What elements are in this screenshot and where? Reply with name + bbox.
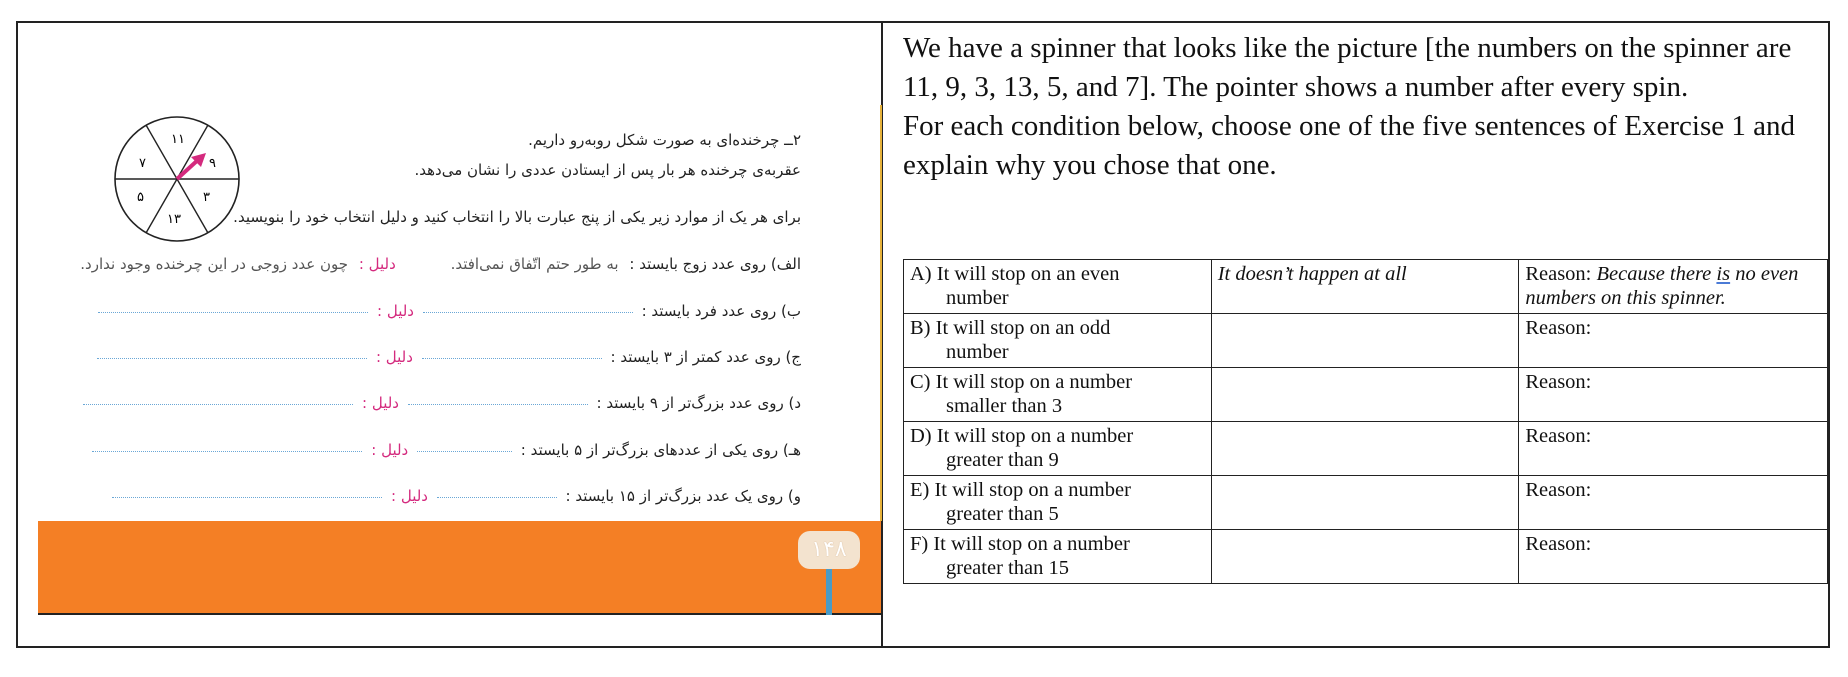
answer-cell: It doesn’t happen at all bbox=[1211, 260, 1519, 314]
textbook-page bbox=[18, 23, 881, 646]
reason-label: دلیل : bbox=[391, 487, 428, 505]
instructions-paragraph-2: For each condition below, choose one of the five sentences of Exercise 1 and explain why you chose that one. bbox=[903, 110, 1795, 181]
condition-text: B) It will stop on an odd bbox=[910, 317, 1111, 339]
reason-label: Reason: bbox=[1525, 479, 1592, 501]
answer-dotted-line bbox=[422, 357, 602, 359]
answer-cell[interactable] bbox=[1211, 476, 1519, 530]
answer-dotted-line bbox=[408, 403, 588, 405]
reason-cell[interactable] bbox=[1519, 422, 1828, 476]
condition-text-cont: number bbox=[946, 287, 1009, 309]
reason-label: دلیل : bbox=[371, 441, 409, 459]
condition-cell bbox=[904, 530, 1212, 584]
reason-text-part: no even numbers on this spinner. bbox=[1525, 263, 1799, 309]
item-row bbox=[94, 302, 801, 320]
condition-text-cont: greater than 5 bbox=[946, 503, 1059, 525]
reason-label: Reason: bbox=[1525, 263, 1592, 285]
answer-cell[interactable] bbox=[1211, 314, 1519, 368]
reason-label: دلیل : bbox=[362, 394, 399, 412]
reason-cell[interactable] bbox=[1519, 530, 1828, 584]
answer-dotted-line bbox=[423, 311, 633, 313]
item-prompt: هـ) روی یکی از عددهای بزرگ‌تر از ۵ بایستد : bbox=[520, 441, 801, 459]
instructions bbox=[903, 29, 1813, 185]
footer-band bbox=[38, 521, 881, 613]
item-row bbox=[93, 348, 801, 366]
reason-label: Reason: bbox=[1525, 425, 1592, 447]
condition-text: F) It will stop on a number bbox=[910, 533, 1130, 555]
item-a-prompt: الف) روی عدد زوج بایستد : bbox=[629, 255, 801, 273]
condition-cell bbox=[904, 368, 1212, 422]
conditions-table bbox=[903, 259, 1828, 584]
condition-text: A) It will stop on an even bbox=[910, 263, 1120, 285]
table-row bbox=[904, 476, 1828, 530]
page-number: ۱۴۸ bbox=[798, 531, 860, 569]
answer-cell[interactable] bbox=[1211, 422, 1519, 476]
reason-label: Reason: bbox=[1525, 317, 1592, 339]
answer-cell[interactable] bbox=[1211, 368, 1519, 422]
reason-text-part: Because there bbox=[1596, 263, 1717, 285]
item-row bbox=[108, 487, 801, 505]
condition-cell bbox=[904, 260, 1212, 314]
table-row bbox=[904, 422, 1828, 476]
answer-dotted-line bbox=[437, 496, 557, 498]
answer-cell[interactable] bbox=[1211, 530, 1519, 584]
reason-label: Reason: bbox=[1525, 371, 1592, 393]
condition-text: E) It will stop on a number bbox=[910, 479, 1131, 501]
condition-text: D) It will stop on a number bbox=[910, 425, 1134, 447]
condition-text-cont: greater than 15 bbox=[946, 557, 1069, 579]
exercise-line-3: برای هر یک از موارد زیر یکی از پنج عبارت بالا را انتخاب کنید و دلیل انتخاب خود را بنویسید. bbox=[233, 208, 801, 226]
table-row bbox=[904, 368, 1828, 422]
item-row bbox=[88, 441, 801, 459]
condition-cell bbox=[904, 314, 1212, 368]
spinner-number: ۷ bbox=[139, 156, 146, 171]
page-marker-stem bbox=[826, 569, 832, 615]
reason-label: Reason: bbox=[1525, 533, 1592, 555]
reason-dotted-line bbox=[83, 403, 353, 405]
reason-cell[interactable] bbox=[1519, 314, 1828, 368]
reason-dotted-line bbox=[98, 311, 368, 313]
footer-rule bbox=[38, 613, 881, 615]
instructions-paragraph-1: We have a spinner that looks like the picture [the numbers on the spinner are 11, 9, 3, 13, 5, and 7]. The pointer shows a number after every spin. bbox=[903, 32, 1792, 103]
item-a-answer: به طور حتم اتّفاق نمی‌افتد. bbox=[450, 255, 619, 273]
reason-cell bbox=[1519, 260, 1828, 314]
item-prompt: و) روی یک عدد بزرگ‌تر از ۱۵ بایستد : bbox=[565, 487, 801, 505]
page-edge bbox=[880, 105, 882, 521]
condition-text-cont: number bbox=[946, 341, 1009, 363]
condition-cell bbox=[904, 422, 1212, 476]
spinner-number: ۹ bbox=[209, 156, 216, 171]
item-a-reason-label: دلیل : bbox=[358, 255, 396, 273]
item-prompt: ج) روی عدد کمتر از ۳ بایستد : bbox=[610, 348, 801, 366]
condition-text: C) It will stop on a number bbox=[910, 371, 1133, 393]
condition-cell bbox=[904, 476, 1212, 530]
spinner-number: ۵ bbox=[137, 190, 144, 205]
spinner-number: ۳ bbox=[203, 190, 210, 205]
reason-dotted-line bbox=[97, 357, 367, 359]
reason-dotted-line bbox=[112, 496, 382, 498]
translation-panel bbox=[883, 23, 1828, 646]
item-row bbox=[79, 394, 801, 412]
item-a bbox=[80, 255, 801, 273]
table-row bbox=[904, 314, 1828, 368]
reason-cell[interactable] bbox=[1519, 476, 1828, 530]
reason-dotted-line bbox=[92, 450, 362, 452]
item-prompt: د) روی عدد بزرگ‌تر از ۹ بایستد : bbox=[596, 394, 801, 412]
spinner-figure bbox=[113, 115, 243, 245]
reason-label: دلیل : bbox=[377, 302, 414, 320]
table-row bbox=[904, 530, 1828, 584]
answer-dotted-line bbox=[417, 450, 512, 452]
spinner-number: ۱۳ bbox=[167, 212, 181, 227]
reason-label: دلیل : bbox=[375, 348, 413, 366]
reason-text-underlined: is bbox=[1716, 263, 1731, 285]
condition-text-cont: greater than 9 bbox=[946, 449, 1059, 471]
spinner-number: ۱۱ bbox=[171, 132, 185, 147]
item-prompt: ب) روی عدد فرد بایستد : bbox=[641, 302, 801, 320]
condition-text-cont: smaller than 3 bbox=[946, 395, 1063, 417]
exercise-line-2: عقربه‌ی چرخنده هر بار پس از ایستادن عددی را نشان می‌دهد. bbox=[414, 161, 801, 179]
item-a-reason: چون عدد زوجی در این چرخنده وجود ندارد. bbox=[80, 255, 349, 273]
table-row bbox=[904, 260, 1828, 314]
reason-cell[interactable] bbox=[1519, 368, 1828, 422]
exercise-heading: ۲ــ چرخنده‌ای به صورت شکل روبه‌رو داریم. bbox=[528, 131, 801, 149]
